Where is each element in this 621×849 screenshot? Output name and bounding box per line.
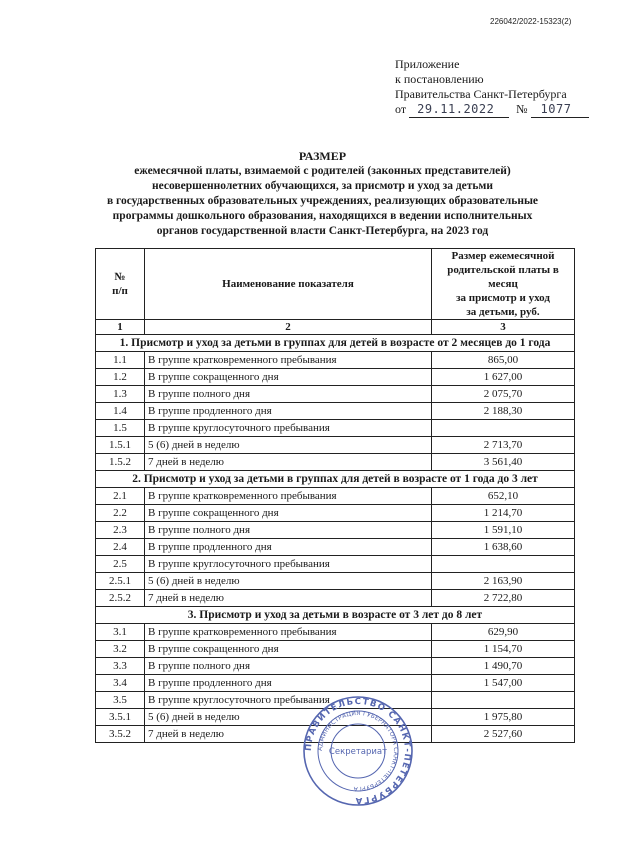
row-fee-value: 1 627,00 — [432, 369, 575, 386]
table-row — [96, 403, 575, 420]
row-fee-value: 1 591,10 — [432, 522, 575, 539]
row-number: 3.3 — [96, 658, 145, 675]
appendix-block — [395, 57, 589, 118]
row-fee-value: 2 075,70 — [432, 386, 575, 403]
table-header-row — [96, 249, 575, 320]
table-row — [96, 641, 575, 658]
row-fee-value: 2 722,80 — [432, 590, 575, 607]
table-row — [96, 454, 575, 471]
row-fee-value: 2 188,30 — [432, 403, 575, 420]
row-indicator-name: В группе кратковременного пребывания — [145, 352, 432, 369]
table-row — [96, 522, 575, 539]
row-number: 1.5.2 — [96, 454, 145, 471]
row-number: 3.2 — [96, 641, 145, 658]
title-line-2: несовершеннолетних обучающихся, за присмотр и уход за детьми — [152, 180, 493, 192]
row-fee-value: 2 713,70 — [432, 437, 575, 454]
row-number: 2.5 — [96, 556, 145, 573]
row-indicator-name: 7 дней в неделю — [145, 726, 432, 743]
row-indicator-name: В группе продленного дня — [145, 403, 432, 420]
table-row — [96, 556, 575, 573]
row-indicator-name: В группе кратковременного пребывания — [145, 488, 432, 505]
decree-number: 1077 — [531, 102, 589, 118]
row-fee-value: 1 638,60 — [432, 539, 575, 556]
row-indicator-name: В группе полного дня — [145, 386, 432, 403]
row-number: 3.5.1 — [96, 709, 145, 726]
table-row — [96, 505, 575, 522]
seal-inner-text: АДМИНИСТРАЦИЯ ГУБЕРНАТОРА САНКТ-ПЕТЕРБУРГА — [316, 709, 400, 793]
row-indicator-name: 7 дней в неделю — [145, 454, 432, 471]
document-title — [60, 149, 585, 239]
fee-table — [95, 248, 575, 743]
row-fee-value: 1 975,80 — [432, 709, 575, 726]
row-number: 3.5.2 — [96, 726, 145, 743]
table-row — [96, 369, 575, 386]
row-fee-value: 1 547,00 — [432, 675, 575, 692]
column-number: 2 — [145, 320, 432, 335]
number-label: № — [516, 102, 528, 116]
title-line-4: программы дошкольного образования, находящихся в ведении исполнительных — [112, 210, 533, 222]
row-indicator-name: В группе круглосуточного пребывания — [145, 692, 432, 709]
header-number: № п/п — [96, 249, 145, 320]
row-indicator-name: В группе полного дня — [145, 522, 432, 539]
row-indicator-name: 5 (6) дней в неделю — [145, 573, 432, 590]
row-number: 2.1 — [96, 488, 145, 505]
row-fee-value: 3 561,40 — [432, 454, 575, 471]
section-header-row — [96, 471, 575, 488]
table-row — [96, 590, 575, 607]
title-heading: РАЗМЕР — [298, 149, 347, 163]
row-fee-value: 1 490,70 — [432, 658, 575, 675]
table-row — [96, 437, 575, 454]
row-indicator-name: В группе полного дня — [145, 658, 432, 675]
official-seal — [302, 695, 414, 807]
section-title: 1. Присмотр и уход за детьми в группах для детей в возрасте от 2 месяцев до 1 года — [96, 335, 575, 352]
appendix-line-1: Приложение — [395, 57, 460, 71]
column-number: 3 — [432, 320, 575, 335]
appendix-line-3: Правительства Санкт-Петербурга — [395, 87, 567, 101]
row-fee-value — [432, 692, 575, 709]
document-registration-id: 226042/2022-15323(2) — [490, 17, 572, 26]
row-number: 1.4 — [96, 403, 145, 420]
section-header-row — [96, 335, 575, 352]
seal-center-text: Секретариат — [328, 747, 388, 757]
section-title: 2. Присмотр и уход за детьми в группах для детей в возрасте от 1 года до 3 лет — [96, 471, 575, 488]
column-number: 1 — [96, 320, 145, 335]
row-number: 1.2 — [96, 369, 145, 386]
section-header-row — [96, 607, 575, 624]
row-indicator-name: 5 (6) дней в неделю — [145, 709, 432, 726]
decree-date: 29.11.2022 — [409, 102, 509, 118]
title-line-1: ежемесячной платы, взимаемой с родителей (законных представителей) — [134, 165, 511, 177]
header-fee-amount: Размер ежемесячной родительской платы в месяц за присмотр и уход за детьми, руб. — [432, 249, 575, 320]
table-row — [96, 488, 575, 505]
table-row — [96, 573, 575, 590]
table-row — [96, 658, 575, 675]
row-indicator-name: В группе сокращенного дня — [145, 641, 432, 658]
table-row — [96, 539, 575, 556]
appendix-line-2: к постановлению — [395, 72, 484, 86]
table-row — [96, 352, 575, 369]
row-number: 2.4 — [96, 539, 145, 556]
column-numbers-row — [96, 320, 575, 335]
table-row — [96, 420, 575, 437]
row-indicator-name: 7 дней в неделю — [145, 590, 432, 607]
row-indicator-name: В группе продленного дня — [145, 539, 432, 556]
row-number: 1.5.1 — [96, 437, 145, 454]
row-number: 1.3 — [96, 386, 145, 403]
row-indicator-name: В группе сокращенного дня — [145, 505, 432, 522]
row-fee-value: 865,00 — [432, 352, 575, 369]
row-fee-value: 2 527,60 — [432, 726, 575, 743]
title-line-5: органов государственной власти Санкт-Петербурга, на 2023 год — [156, 225, 489, 237]
row-fee-value: 1 154,70 — [432, 641, 575, 658]
row-number: 3.4 — [96, 675, 145, 692]
row-indicator-name: В группе продленного дня — [145, 675, 432, 692]
row-number: 1.5 — [96, 420, 145, 437]
row-fee-value: 1 214,70 — [432, 505, 575, 522]
seal-outer-text: ПРАВИТЕЛЬСТВО САНКТ-ПЕТЕРБУРГА — [303, 696, 413, 806]
row-fee-value — [432, 556, 575, 573]
table-row — [96, 386, 575, 403]
from-label: от — [395, 102, 407, 116]
row-indicator-name: В группе круглосуточного пребывания — [145, 556, 432, 573]
appendix-date-line — [395, 102, 589, 118]
row-fee-value: 2 163,90 — [432, 573, 575, 590]
row-number: 3.1 — [96, 624, 145, 641]
row-number: 2.3 — [96, 522, 145, 539]
row-indicator-name: В группе кратковременного пребывания — [145, 624, 432, 641]
title-line-3: в государственных образовательных учреждениях, реализующих образовательные — [106, 195, 539, 207]
row-indicator-name: В группе сокращенного дня — [145, 369, 432, 386]
row-indicator-name: 5 (6) дней в неделю — [145, 437, 432, 454]
row-number: 3.5 — [96, 692, 145, 709]
row-number: 2.2 — [96, 505, 145, 522]
section-title: 3. Присмотр и уход за детьми в возрасте от 3 лет до 8 лет — [96, 607, 575, 624]
row-indicator-name: В группе круглосуточного пребывания — [145, 420, 432, 437]
row-fee-value: 652,10 — [432, 488, 575, 505]
row-fee-value — [432, 420, 575, 437]
row-number: 2.5.1 — [96, 573, 145, 590]
header-indicator-name: Наименование показателя — [145, 249, 432, 320]
table-row — [96, 675, 575, 692]
row-number: 1.1 — [96, 352, 145, 369]
row-number: 2.5.2 — [96, 590, 145, 607]
table-row — [96, 624, 575, 641]
table-body — [96, 335, 575, 743]
row-fee-value: 629,90 — [432, 624, 575, 641]
